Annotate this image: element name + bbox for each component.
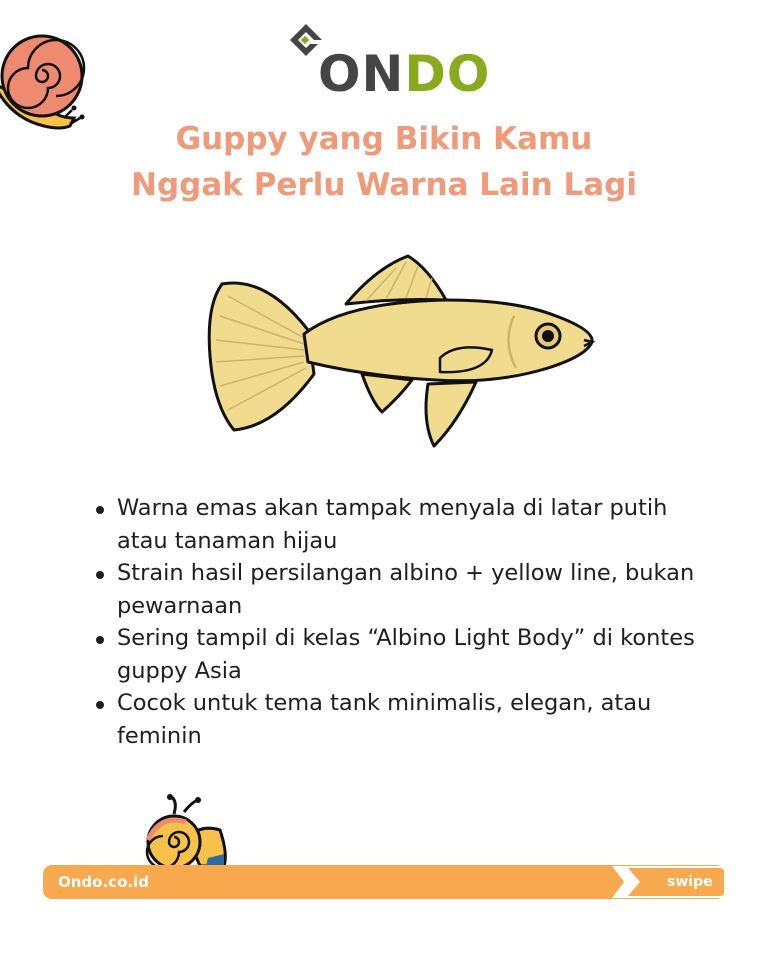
list-item: Sering tampil di kelas “Albino Light Body” di kontes guppy Asia <box>94 622 704 687</box>
snail-illustration-top <box>0 14 92 138</box>
footer-website-link[interactable]: Ondo.co.id <box>58 873 149 891</box>
list-item: Cocok untuk tema tank minimalis, elegan, atau feminin <box>94 687 704 752</box>
page-title <box>100 116 668 208</box>
guppy-fish-illustration <box>196 246 606 456</box>
ondo-logo <box>286 22 491 103</box>
logo-wordmark <box>318 46 490 102</box>
title-line-1: Guppy yang Bikin Kamu <box>175 121 593 157</box>
list-item: Strain hasil persilangan albino + yellow line, bukan pewarnaan <box>94 557 704 622</box>
swipe-label[interactable]: swipe <box>667 874 713 890</box>
logo-text-on: ON <box>318 45 405 103</box>
title-line-2: Nggak Perlu Warna Lain Lagi <box>131 167 637 203</box>
snail-illustration-bottom <box>140 794 232 870</box>
list-item: Warna emas akan tampak menyala di latar putih atau tanaman hijau <box>94 492 704 557</box>
feature-list <box>94 492 704 752</box>
logo-text-do: DO <box>404 45 491 103</box>
